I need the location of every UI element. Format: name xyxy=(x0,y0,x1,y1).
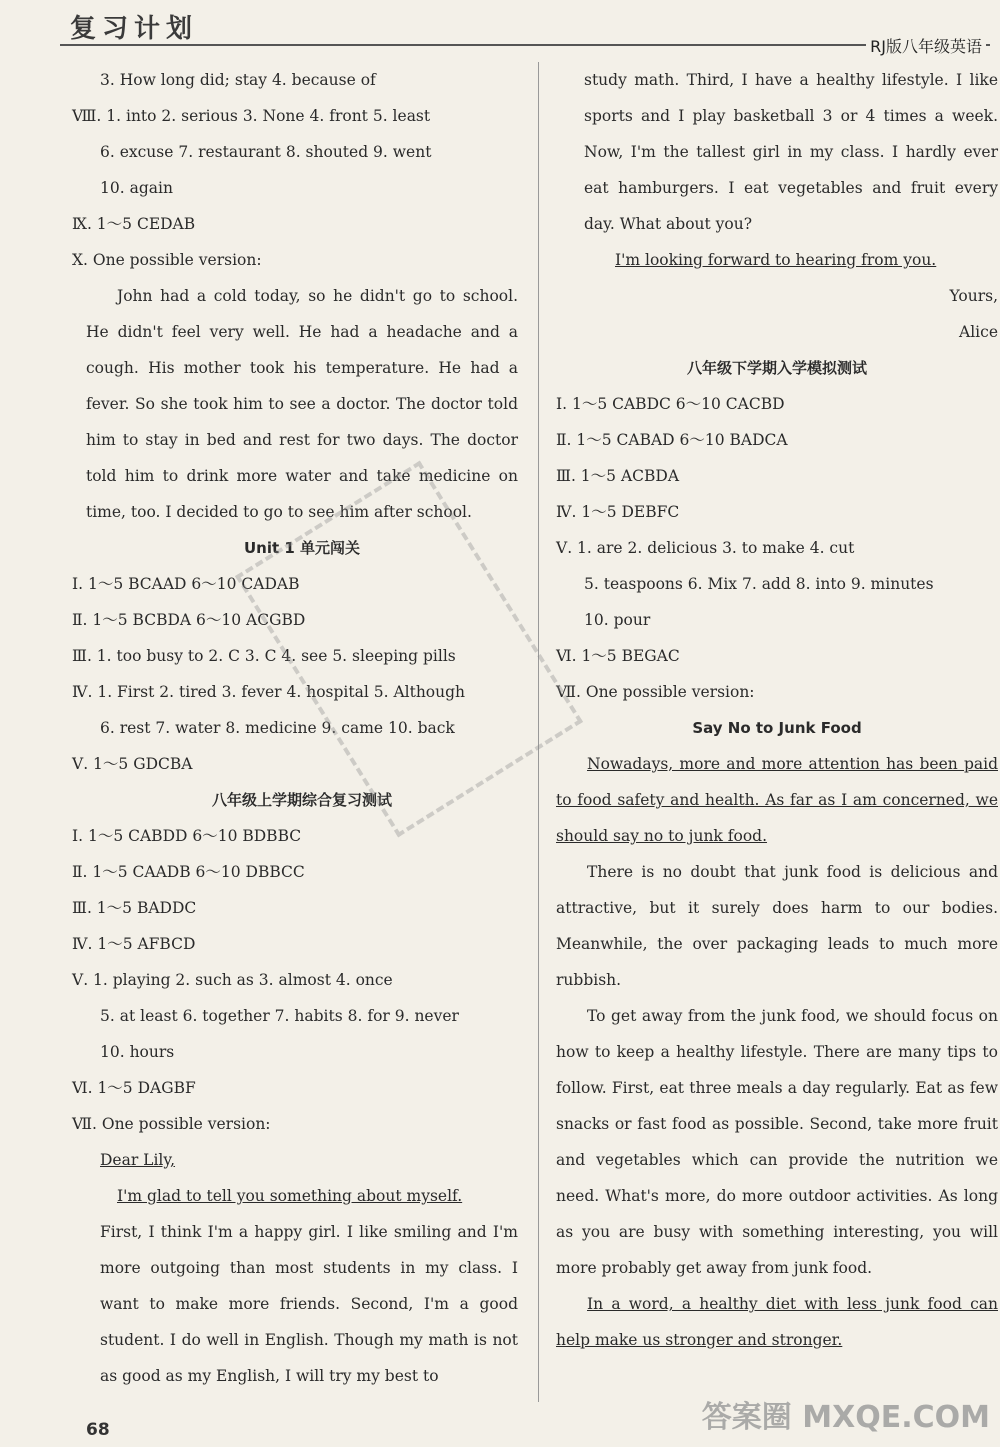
answer-line: Ⅳ. 1. First 2. tired 3. fever 4. hospital 5. Although xyxy=(72,683,466,701)
answer-line: 5. teaspoons 6. Mix 7. add 8. into 9. minutes xyxy=(584,575,934,593)
answer-line: Ⅸ. 1～5 CEDAB xyxy=(72,215,196,233)
answer-line: Ⅰ. 1～5 BCAAD 6～10 CADAB xyxy=(72,575,300,593)
answer-line: 6. rest 7. water 8. medicine 9. came 10. back xyxy=(100,719,455,737)
header-logo: 复习计划 xyxy=(70,14,199,44)
answer-line: Ⅶ. One possible version: xyxy=(72,1115,271,1133)
answer-line: Ⅵ. 1～5 BEGAC xyxy=(556,647,680,665)
answer-line: 3. How long did; stay 4. because of xyxy=(100,71,376,89)
answer-line: 6. excuse 7. restaurant 8. shouted 9. went xyxy=(100,143,432,161)
section-heading: 八年级上学期综合复习测试 xyxy=(211,791,392,809)
page-number: 68 xyxy=(86,1420,110,1440)
essay-paragraph: There is no doubt that junk food is delicious and attractive, but it surely does harm to our bodies. Meanwhile, the over packaging leads to much more rubbish. xyxy=(556,863,998,989)
answer-line: Ⅳ. 1～5 DEBFC xyxy=(556,503,680,521)
essay-paragraph: Nowadays, more and more attention has been paid to food safety and health. As far as I am concerned, we should say no to junk food. xyxy=(556,755,998,845)
answer-line: Ⅲ. 1～5 BADDC xyxy=(72,899,197,917)
answer-line: Ⅰ. 1～5 CABDC 6～10 CACBD xyxy=(556,395,785,413)
answer-line: 10. hours xyxy=(100,1043,175,1061)
section-heading: 八年级下学期入学模拟测试 xyxy=(686,359,867,377)
letter-continued: study math. Third, I have a healthy lifestyle. I like sports and I play basketball 3 or 4 times a week. Now, I'm the tallest girl in my class. I hardly ever eat hamburgers. I eat vegetables and fruit every day. What about you? xyxy=(584,71,998,233)
essay-paragraph: To get away from the junk food, we should focus on how to keep a healthy lifestyle. There are many tips to follow. First, eat three meals a day regularly. Eat as few snacks or fast food as possible. Second, take more fruit and vegetables which can provide the nutrition we need. What's more, do more outdoor activities. As long as you are busy with something interesting, you will more probably get away from junk food. xyxy=(556,1007,998,1277)
letter-first-line: I'm glad to tell you something about myself. xyxy=(117,1187,463,1205)
answer-line: Ⅲ. 1～5 ACBDA xyxy=(556,467,680,485)
letter-salutation: Dear Lily, xyxy=(100,1151,176,1169)
answer-line: Ⅱ. 1～5 BCBDA 6～10 ACGBD xyxy=(72,611,306,629)
answer-line: Ⅰ. 1～5 CABDD 6～10 BDBBC xyxy=(72,827,302,845)
header-rule xyxy=(60,44,990,46)
answer-line: 10. pour xyxy=(584,611,651,629)
answer-line: Ⅵ. 1～5 DAGBF xyxy=(72,1079,196,1097)
right-column xyxy=(556,62,998,1358)
essay-title: Say No to Junk Food xyxy=(692,719,862,737)
answer-line: Ⅱ. 1～5 CABAD 6～10 BADCA xyxy=(556,431,788,449)
answer-line: Ⅴ. 1. are 2. delicious 3. to make 4. cut xyxy=(556,539,855,557)
letter-body: First, I think I'm a happy girl. I like smiling and I'm more outgoing than most students in my class. I want to make more friends. Second, I'm a good student. I do well in English. Though my math is not as good as my English, I will try my best to xyxy=(100,1223,518,1385)
section-heading: Unit 1 单元闯关 xyxy=(243,539,361,557)
answer-line: 10. again xyxy=(100,179,173,197)
answer-line: Ⅴ. 1. playing 2. such as 3. almost 4. once xyxy=(72,971,393,989)
answer-line: 5. at least 6. together 7. habits 8. for 9. never xyxy=(100,1007,459,1025)
letter-signature: Alice xyxy=(959,323,998,341)
essay-paragraph: John had a cold today, so he didn't go to school. He didn't feel very well. He had a headache and a cough. His mother took his temperature. He had a fever. So she took him to see a doctor. The doctor told him to stay in bed and rest for two days. The doctor told him to drink more water and take medicine on time, too. I decided to go to see him after school. xyxy=(86,287,518,521)
answer-line: Ⅶ. One possible version: xyxy=(556,683,755,701)
letter-signoff: Yours, xyxy=(949,287,998,305)
letter-closing-line: I'm looking forward to hearing from you. xyxy=(615,251,937,269)
answer-line: Ⅱ. 1～5 CAADB 6～10 DBBCC xyxy=(72,863,305,881)
answer-line: Ⅴ. 1～5 GDCBA xyxy=(72,755,193,773)
essay-paragraph: In a word, a healthy diet with less junk food can help make us stronger and stronger. xyxy=(556,1295,998,1349)
header-subtitle: RJ版八年级英语 xyxy=(866,34,986,57)
watermark: 答案圈 MXQE.COM xyxy=(701,1400,990,1435)
page-header xyxy=(0,0,1000,62)
answer-line: Ⅲ. 1. too busy to 2. C 3. C 4. see 5. sleeping pills xyxy=(72,647,456,665)
answer-line: Ⅳ. 1～5 AFBCD xyxy=(72,935,196,953)
answer-line: Ⅷ. 1. into 2. serious 3. None 4. front 5. least xyxy=(72,107,431,125)
answer-line: Ⅹ. One possible version: xyxy=(72,251,262,269)
